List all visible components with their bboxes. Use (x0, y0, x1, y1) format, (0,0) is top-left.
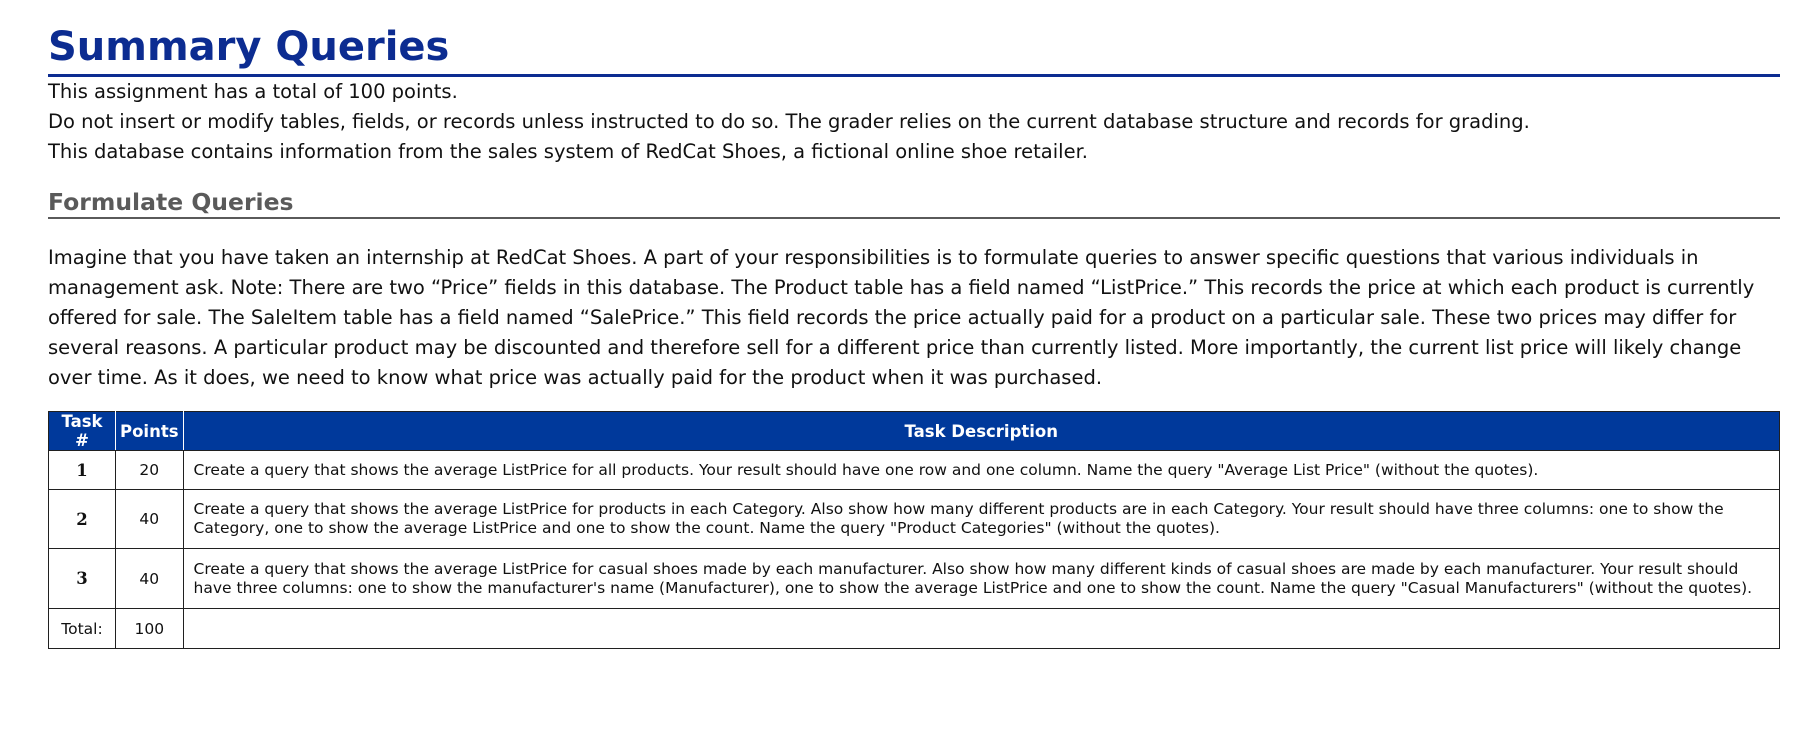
header-task-number: Task # (49, 412, 116, 451)
task-description: Create a query that shows the average ListPrice for products in each Category. Also show how many different products are in each Category. Your result should have three columns: one to show the Category, one to show the average ListPrice and one to show the count. Name the query "Product Categories" (without the quotes). (183, 490, 1779, 549)
table-row (49, 451, 1780, 490)
task-number: 2 (49, 490, 116, 549)
section-heading: Formulate Queries (48, 187, 1780, 219)
task-number: 1 (49, 451, 116, 490)
header-points: Points (116, 412, 184, 451)
warning-paragraph: Do not insert or modify tables, fields, or records unless instructed to do so. The grader relies on the current database structure and records for grading. (48, 110, 1530, 133)
tasks-table (48, 411, 1780, 649)
table-header-row (49, 412, 1780, 451)
total-row (49, 609, 1780, 649)
context-paragraph: This database contains information from the sales system of RedCat Shoes, a fictional online shoe retailer. (48, 140, 1088, 163)
total-points: 100 (116, 609, 184, 649)
points-paragraph: This assignment has a total of 100 points. (48, 80, 458, 103)
total-empty-cell (183, 609, 1779, 649)
task-description: Create a query that shows the average ListPrice for casual shoes made by each manufacturer. Also show how many different kinds of casual shoes are made by each manufacturer. Your result should have three columns: one to show the manufacturer's name (Manufacturer), one to show the average ListPrice and one to show the count. Name the query "Casual Manufacturers" (without the quotes). (183, 549, 1779, 609)
table-row (49, 549, 1780, 609)
task-points: 40 (116, 490, 184, 549)
task-points: 40 (116, 549, 184, 609)
assignment-page (48, 18, 1780, 649)
table-row (49, 490, 1780, 549)
task-description: Create a query that shows the average ListPrice for all products. Your result should have one row and one column. Name the query "Average List Price" (without the quotes). (183, 451, 1779, 490)
section-intro: Imagine that you have taken an internship at RedCat Shoes. A part of your responsibilities is to formulate queries to answer specific questions that various individuals in management ask. Note: There are two “Price” fields in this database. The Product table has a field named “ListPrice.” This records the price at which each product is currently offered for sale. The SaleItem table has a field named “SalePrice.” This field records the price actually paid for a product on a particular sale. These two prices may differ for several reasons. A particular product may be discounted and therefore sell for a different price than currently listed. More importantly, the current list price will likely change over time. As it does, we need to know what price was actually paid for the product when it was purchased. (48, 246, 1755, 389)
header-task-description: Task Description (183, 412, 1779, 451)
task-points: 20 (116, 451, 184, 490)
total-label: Total: (49, 609, 116, 649)
task-number: 3 (49, 549, 116, 609)
page-title: Summary Queries (48, 18, 1780, 77)
